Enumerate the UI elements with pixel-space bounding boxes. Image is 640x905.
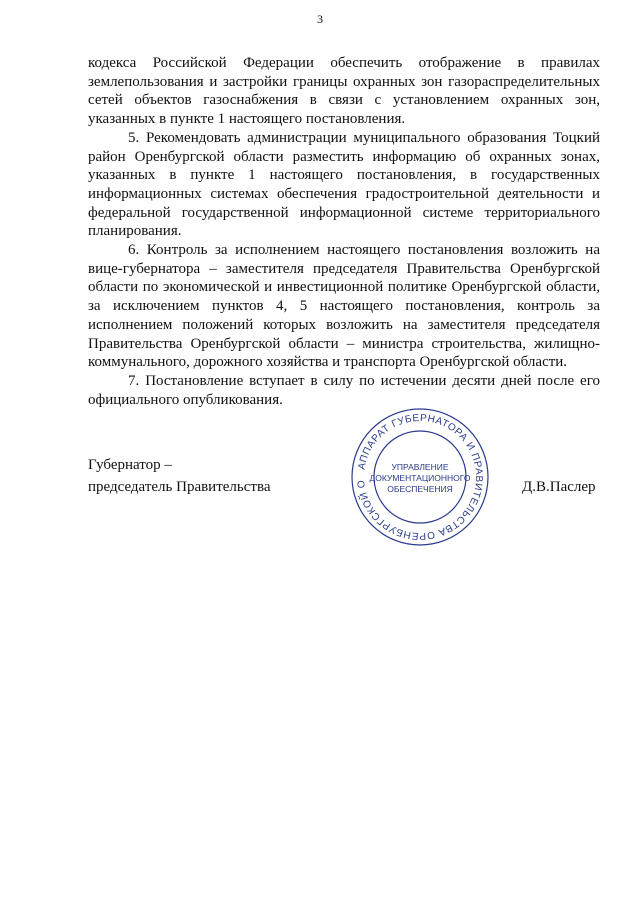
signature-name: Д.В.Паслер bbox=[522, 479, 596, 495]
seal-center-line2: ДОКУМЕНТАЦИОННОГО bbox=[369, 473, 471, 483]
seal-center-line1: УПРАВЛЕНИЕ bbox=[391, 462, 449, 472]
document-body bbox=[88, 54, 600, 409]
paragraph-item-6: 6. Контроль за исполнением настоящего постановления возложить на вице-губернатора – заместителя председателя Правительства Оренбургской области по экономической и инвестиционной политике Оренбургской области, за исключением пунктов 4, 5 настоящего постановления, контроль за исполнением положений которых возложить на заместителя председателя Правительства Оренбургской области – министра строительства, жилищно-коммунального, дорожного хозяйства и транспорта Оренбургской области. bbox=[88, 242, 600, 371]
seal-center-line3: ОБЕСПЕЧЕНИЯ bbox=[387, 484, 453, 494]
paragraph-item-7: 7. Постановление вступает в силу по истечении десяти дней после его официального опубликования. bbox=[88, 372, 600, 408]
official-seal bbox=[350, 407, 490, 547]
signature-role-line2: председатель Правительства bbox=[88, 479, 271, 495]
page-number: 3 bbox=[317, 12, 323, 26]
paragraph-item-5: 5. Рекомендовать администрации муниципального образования Тоцкий район Оренбургской области разместить информацию об охранных зонах, указанных в пункте 1 настоящего постановления, в государственных информационных системах обеспечения градостроительной деятельности и федеральной государственной информационной системе территориального планирования. bbox=[88, 129, 600, 240]
seal-ring-text: АППАРАТ ГУБЕРНАТОРА И ПРАВИТЕЛЬСТВА ОРЕНБУРГСКОЙ О bbox=[355, 412, 485, 542]
signature-role-line1: Губернатор – bbox=[88, 457, 172, 473]
official-seal-graphic bbox=[350, 407, 490, 547]
signature-role bbox=[88, 454, 271, 498]
paragraph-continuation: кодекса Российской Федерации обеспечить отображение в правилах землепользования и застройки границы охранных зон газораспределительных сетей объектов газоснабжения в связи с установлением охранных зон, указанных в пункте 1 настоящего постановления. bbox=[88, 55, 600, 128]
